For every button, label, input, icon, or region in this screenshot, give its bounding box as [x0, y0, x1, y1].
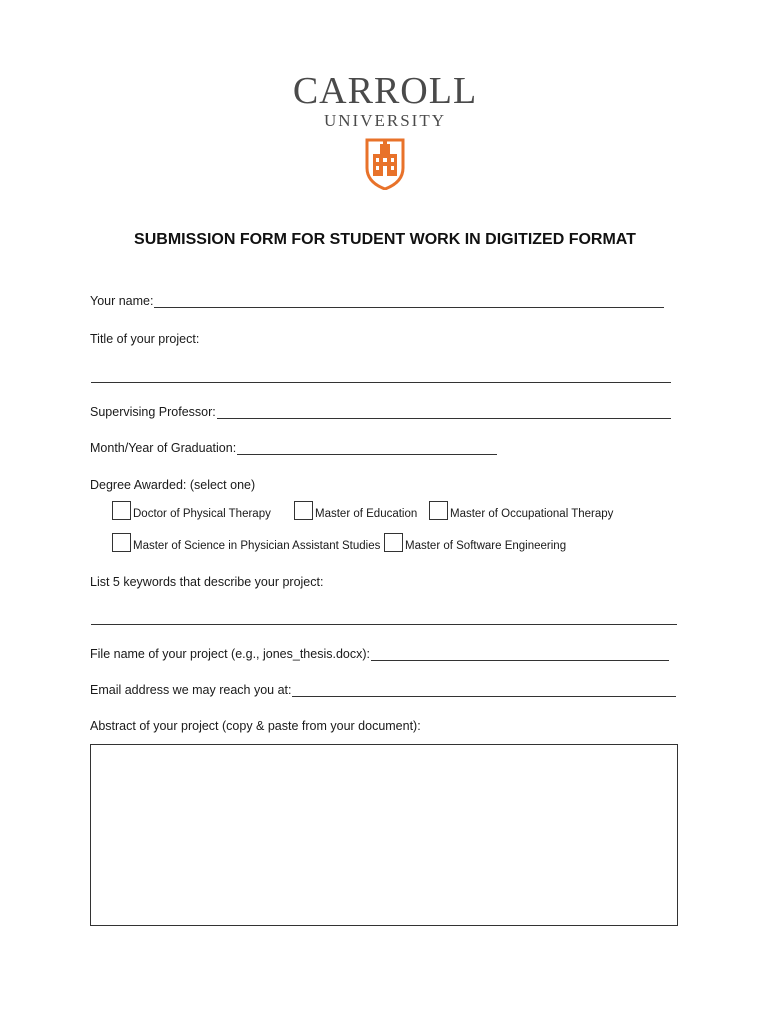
degree-row: [90, 478, 255, 492]
graduation-label: Month/Year of Graduation:: [90, 441, 237, 455]
email-label: Email address we may reach you at:: [90, 683, 292, 697]
logo-subtitle: UNIVERSITY: [324, 111, 446, 130]
supervising-row: [90, 405, 671, 419]
degree-option-label: Doctor of Physical Therapy: [133, 508, 271, 520]
degree-option-med[interactable]: [294, 501, 417, 520]
degree-checkbox[interactable]: [384, 533, 403, 552]
abstract-textarea[interactable]: [90, 744, 678, 926]
degree-option-label: Master of Education: [315, 508, 418, 520]
keywords-label: List 5 keywords that describe your project:: [90, 575, 324, 589]
degree-option-label: Master of Software Engineering: [405, 540, 567, 552]
filename-field[interactable]: [371, 648, 669, 661]
email-field[interactable]: [292, 684, 676, 697]
degree-option-dpt[interactable]: [112, 501, 271, 520]
degree-checkbox[interactable]: [429, 501, 448, 520]
supervising-label: Supervising Professor:: [90, 405, 216, 419]
project-title-field[interactable]: [91, 370, 671, 383]
degree-option-mse[interactable]: [384, 533, 566, 552]
name-field[interactable]: [154, 295, 664, 308]
name-row: [90, 294, 664, 308]
name-label: Your name:: [90, 294, 154, 308]
supervising-field[interactable]: [217, 406, 671, 419]
abstract-row: [90, 719, 421, 733]
university-logo: [0, 72, 770, 190]
degree-option-mot[interactable]: [429, 501, 613, 520]
email-row: [90, 683, 676, 697]
project-title-row: [90, 332, 199, 346]
form-title: SUBMISSION FORM FOR STUDENT WORK IN DIGITIZED FORMAT: [134, 231, 636, 248]
keywords-line: [90, 612, 677, 625]
keywords-row: [90, 575, 323, 589]
degree-label: Degree Awarded: (select one): [90, 478, 256, 492]
graduation-field[interactable]: [237, 442, 497, 455]
crest-icon: [365, 138, 405, 190]
degree-option-mspas[interactable]: [112, 533, 380, 552]
degree-checkbox[interactable]: [294, 501, 313, 520]
degree-checkbox[interactable]: [112, 533, 131, 552]
abstract-label: Abstract of your project (copy & paste from your document):: [90, 719, 421, 733]
graduation-row: [90, 441, 497, 455]
logo-wordmark: CARROLL: [292, 70, 478, 112]
degree-option-label: Master of Occupational Therapy: [450, 508, 614, 520]
project-title-label: Title of your project:: [90, 332, 200, 346]
degree-checkbox[interactable]: [112, 501, 131, 520]
filename-label: File name of your project (e.g., jones_thesis.docx):: [90, 647, 370, 661]
filename-row: [90, 647, 669, 661]
project-title-line: [90, 370, 671, 383]
degree-option-label: Master of Science in Physician Assistant Studies: [133, 540, 381, 552]
keywords-field[interactable]: [91, 612, 677, 625]
